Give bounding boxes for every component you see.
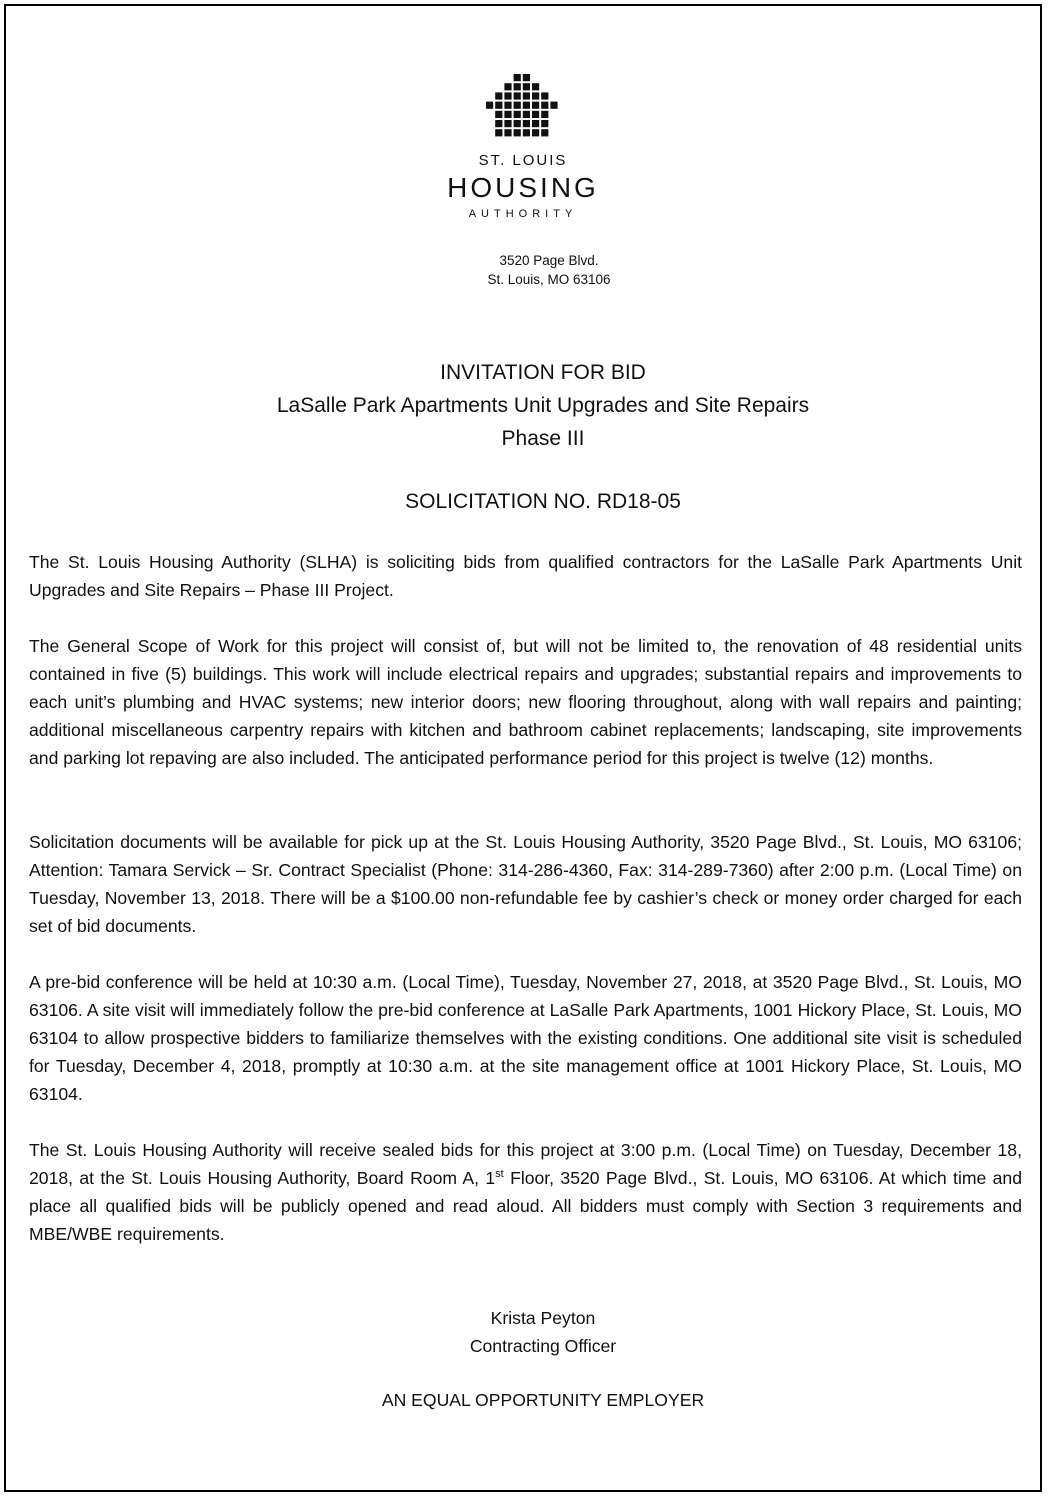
org-name-line3: AUTHORITY (468, 208, 578, 220)
paragraph-documents: Solicitation documents will be available for pick up at the St. Louis Housing Authority, 3520 Page Blvd., St. Louis, MO 63106; Attention: Tamara Servick – Sr. Contract Specialist (Phone: 314-286-4360, Fax: 314-289-7360) after 2:00 p.m. (Local Time) on Tuesday, November 13, 2018. There will be a $100.00 non-refundable fee by cashier’s check or money order charged for each set of bid documents. (29, 832, 1022, 936)
solicitation-number: SOLICITATION NO. RD18-05 (405, 490, 681, 513)
address-street: 3520 Page Blvd. (499, 253, 599, 268)
ordinal-suffix: st (495, 1168, 504, 1181)
paragraph-bids (29, 1136, 1022, 1248)
paragraph-scope: The General Scope of Work for this project will consist of, but will not be limited to, the renovation of 48 residential units contained in five (5) buildings. This work will include electrical repairs and upgrades; substantial repairs and improvements to each unit’s plumbing and HVAC systems; new interior doors; new flooring throughout, along with wall repairs and painting; additional miscellaneous carpentry repairs with kitchen and bathroom cabinet replacements; landscaping, site improvements and parking lot repaving are also included. The anticipated performance period for this project is twelve (12) months. (29, 636, 1022, 768)
signature-block (6, 1304, 1040, 1360)
title-project: LaSalle Park Apartments Unit Upgrades and Site Repairs (276, 394, 810, 417)
building-grid-logo-icon (483, 72, 563, 138)
org-name-line1: ST. LOUIS (478, 152, 568, 169)
title-phase: Phase III (501, 427, 585, 450)
paragraph-prebid: A pre-bid conference will be held at 10:30 a.m. (Local Time), Tuesday, November 27, 2018, at 3520 Page Blvd., St. Louis, MO 63106. A site visit will immediately follow the pre-bid conference at LaSalle Park Apartments, 1001 Hickory Place, St. Louis, MO 63104 to allow prospective bidders to familiarize themselves with the existing conditions. One additional site visit is scheduled for Tuesday, December 4, 2018, promptly at 10:30 a.m. at the site management office at 1001 Hickory Place, St. Louis, MO 63104. (29, 972, 1022, 1104)
org-address (6, 251, 1040, 289)
paragraph-bids-part2: Floor, 3520 Page Blvd., St. Louis, MO 63106. At which time and place all qualified bids will be publicly opened and read aloud. All bidders must comply with Section 3 requirements and MBE/WBE requirements. (29, 1168, 1022, 1244)
housing-authority-logo (6, 72, 1040, 138)
org-name-line2: HOUSING (447, 172, 599, 203)
address-city: St. Louis, MO 63106 (487, 272, 611, 287)
signer-name: Krista Peyton (490, 1308, 596, 1328)
document-title (6, 356, 1040, 455)
paragraph-intro: The St. Louis Housing Authority (SLHA) is soliciting bids from qualified contractors for the LaSalle Park Apartments Unit Upgrades and Site Repairs – Phase III Project. (29, 552, 1022, 600)
signer-role: Contracting Officer (469, 1336, 617, 1356)
equal-opportunity-statement: AN EQUAL OPPORTUNITY EMPLOYER (381, 1390, 705, 1410)
title-invitation: INVITATION FOR BID (440, 361, 646, 384)
paragraph-bids-part1: The St. Louis Housing Authority will receive sealed bids for this project at 3:00 p.m. (Local Time) on Tuesday, December 18, 2018, at the St. Louis Housing Authority, Board Room A, 1 (29, 1140, 1022, 1188)
document-page (4, 4, 1042, 1492)
